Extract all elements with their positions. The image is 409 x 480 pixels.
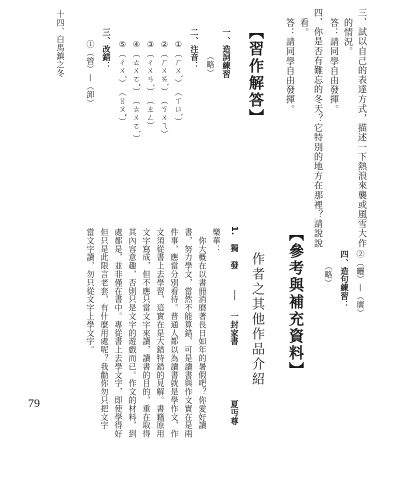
paragraph-line-8: 處都是，並非僅在書中。專從書上去學文字，即使學得好 [114,228,123,438]
paragraph-line-10: 當文字讀，勿只從文字上學文字。 [86,228,95,354]
author-name: 夏丏尊 [230,400,239,426]
question-4-line-1: 四、你是否有難忘的冬天？它特別的地方在那裡？請說說 [312,8,322,248]
section-1-answer: （略） [206,52,215,78]
question-4-answer: 答：請同學自由發揮。 [284,18,294,114]
correction-item-1: ①（管）—（卸） [86,40,95,108]
page-number: 79 [28,396,40,410]
section-title-supplement: 【參考與補充資料】 [287,226,305,379]
question-3-line-2: 的情況。 [342,18,352,57]
section-title-answers: 【習作解答】 [247,24,265,126]
paragraph-line-1: 樂華： [212,228,221,254]
phonetic-item-3: ③（ㄔㄨㄢˊ） （ㄓㄥ） [146,40,155,130]
chapter-footer: 十四、白馬鎮之冬 [56,10,65,78]
phonetic-item-4: ④（ㄊㄨㄛˇ） （ㄊㄨㄛˋ） [132,40,141,143]
section-2-label: 二、注音： [190,28,199,70]
section-3-label: 三、改錯： [102,28,111,70]
question-3-line-1: 三、試以自己的表達方式，描述一下熱浪來襲或風雪大作 [356,8,366,248]
article-heading: 作者之其他作品介紹 [249,252,264,387]
paragraph-line-9: 但只是此限言老套，有什麼用處呢？我勸你勿只把文字 [100,228,109,430]
paragraph-line-3: 書，努力學文，當然不能算錯，可是讀書與作文實在是兩 [184,228,193,438]
paragraph-line-5: 文須從書上去學習，這實在是大錯特錯的見解。書籍原用 [156,228,165,438]
work-subtitle: 一封家書 [230,312,239,346]
item-number: 1. [230,226,239,236]
paragraph-line-4: 件事，應當分別看待。普通人都以為讀書就是學作文，作 [170,228,179,438]
work-title-dash: ── [230,290,239,301]
paragraph-line-2: 你大概在以書冊消磨著長日如年的暑假吧？你愛好讀 [198,228,207,430]
phonetic-item-2: ②（ㄏㄨㄞˋ） （ㄎㄨㄟ） [160,40,169,139]
section-1-label: 一、造詞練習 [222,28,231,79]
phonetic-item-1: ①（ㄏㄨˋ） （ㄒㄩˋ） [174,40,183,126]
section-4-label: 四、造句練習： [340,250,349,309]
paragraph-line-7: 其內容意趣，否則只是文字的遊戲而已。作文的材料，到 [128,228,137,438]
section-4-answer: （略） [324,262,333,288]
correction-item-2: ②（曬）—（廣） [356,250,365,318]
work-title: 獨 發 [230,244,239,270]
question-3-answer: 答：請同學自由發揮。 [328,18,338,114]
paragraph-line-6: 文字寫成，但不應只當文字來讀，讀書的目的，重在取得 [142,228,151,438]
phonetic-item-5: ⑤（ㄔㄨˊ） （ㄖㄡˇ） [118,40,127,126]
question-4-line-2: 看。 [298,18,308,38]
